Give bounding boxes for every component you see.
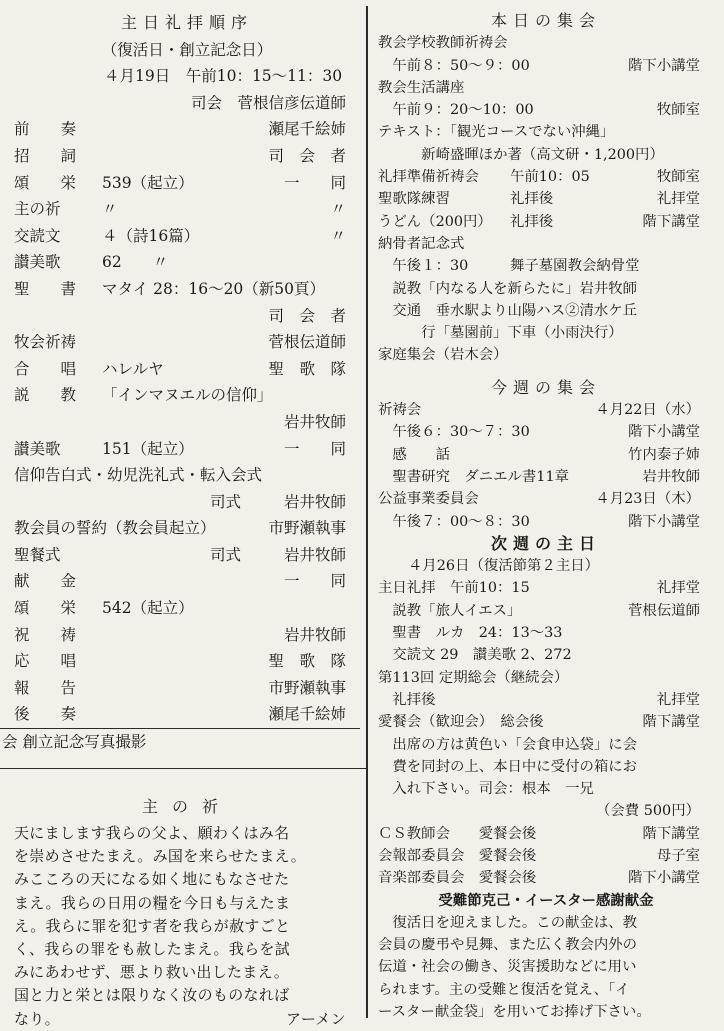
order-item bbox=[14, 382, 360, 409]
today-line-right: 牧師室 bbox=[656, 169, 700, 186]
week-line-label: 午後６：30～７：30 bbox=[378, 424, 530, 441]
next-line-label: 出席の方は黄色い「会食申込袋」に会 bbox=[378, 736, 638, 753]
next-line-label: 説教「旅人イエス」 bbox=[378, 602, 522, 619]
week-title: 今週の集会 bbox=[490, 377, 601, 397]
prayer-line bbox=[14, 868, 360, 891]
offering-title: 受難節克己・イースター感謝献金 bbox=[438, 891, 654, 909]
order-item-detail: ハレルヤ bbox=[102, 359, 164, 378]
prayer-line bbox=[14, 984, 360, 1007]
today-line-label: 午前８：50～９：00 bbox=[378, 57, 530, 74]
next-line-label: 交読文 29 讃美歌 2、272 bbox=[378, 647, 572, 664]
lords-prayer bbox=[14, 792, 360, 1031]
order-item-detail: 151（起立） bbox=[102, 439, 194, 458]
today-line bbox=[378, 233, 714, 255]
next-line-label: 主日礼拝 午前10：15 bbox=[378, 580, 530, 597]
order-item-detail: 62 〃 bbox=[102, 253, 169, 272]
today-line-label: うどん（200円） bbox=[378, 213, 492, 230]
next-line-right: （会費 500円） bbox=[596, 803, 700, 820]
offering-line: 会員の慶弔や見舞、また広く教会内外の bbox=[378, 937, 638, 954]
today-line-middle: 礼拝後 bbox=[510, 213, 554, 230]
week-line bbox=[378, 399, 714, 421]
order-item-name: 聖 書 bbox=[14, 279, 77, 298]
today-line-label: 礼拝準備祈祷会 bbox=[378, 169, 479, 186]
order-item-person: 司 会 者 bbox=[268, 306, 346, 325]
order-item-person: 一 同 bbox=[283, 439, 346, 458]
order-datetime: ４月19日 午前10：15～11：30 bbox=[104, 67, 343, 86]
offering-line: られます。主の受難と復活を覚え、「イ bbox=[378, 981, 630, 998]
order-item-name: 招 詞 bbox=[14, 146, 77, 165]
order-item-name: 讃美歌 bbox=[14, 439, 61, 458]
today-line-label: テキスト：「観光コースでない沖縄」 bbox=[378, 124, 615, 141]
today-line bbox=[378, 211, 714, 233]
order-item-name: 説 教 bbox=[14, 386, 77, 405]
today-line bbox=[378, 344, 714, 366]
order-item-person: 岩井牧師 bbox=[283, 412, 346, 431]
today-line bbox=[378, 188, 714, 210]
next-line-right: 菅根伝道師 bbox=[628, 602, 700, 619]
prayer-text: みこころの天になる如く地にもなさせた bbox=[14, 870, 290, 889]
week-line-label: 午後７：00～８：30 bbox=[378, 513, 530, 530]
next-line-right: 母子室 bbox=[656, 847, 700, 864]
today-line-right: 階下講堂 bbox=[642, 213, 700, 230]
order-item bbox=[14, 542, 360, 569]
offering-line: ースター献金袋」を用いてお捧げ下さい。 bbox=[378, 1004, 651, 1021]
prayer-title: 主の祈 bbox=[141, 797, 232, 816]
order-item bbox=[14, 675, 360, 702]
order-item bbox=[14, 489, 360, 516]
next-line bbox=[378, 667, 714, 689]
today-line-label: 行「墓園前」下車（小雨決行） bbox=[378, 325, 623, 342]
prayer-line bbox=[14, 1008, 360, 1031]
order-item-name: 牧会祈祷 bbox=[14, 333, 77, 352]
next-line-right: 礼拝堂 bbox=[656, 580, 700, 597]
prayer-text: く、我らの罪をも赦したまえ。我らを試 bbox=[14, 939, 291, 958]
order-item bbox=[14, 595, 360, 622]
next-date: ４月26日（復活節第２主日） bbox=[408, 558, 599, 575]
order-item-detail: 542（起立） bbox=[102, 599, 194, 618]
order-item-name: 合 唱 bbox=[14, 359, 77, 378]
today-line bbox=[378, 278, 714, 300]
order-item-person: 聖 歌 隊 bbox=[268, 652, 346, 671]
today-line-right: 礼拝堂 bbox=[656, 191, 700, 208]
prayer-text: 国と力と栄とは限りなく汝のものなれば bbox=[14, 986, 290, 1005]
order-item-person: 市野瀬執事 bbox=[268, 519, 346, 538]
section-divider bbox=[0, 768, 366, 769]
next-line-right: 階下講堂 bbox=[642, 825, 700, 842]
today-line-middle: 午前10：05 bbox=[510, 169, 590, 186]
today-line-right: 階下小講堂 bbox=[628, 57, 700, 74]
order-item bbox=[14, 116, 360, 143]
week-line-label: 感 話 bbox=[378, 446, 450, 463]
order-item-person: 〃 bbox=[330, 226, 346, 245]
today-line bbox=[378, 255, 714, 277]
next-line-label: 第113回 定期総会（継続会） bbox=[378, 669, 569, 686]
prayer-line bbox=[14, 938, 360, 961]
prayer-line bbox=[14, 961, 360, 984]
today-line bbox=[378, 322, 714, 344]
next-line-right: 礼拝堂 bbox=[656, 691, 700, 708]
order-item-person: 市野瀬執事 bbox=[268, 678, 346, 697]
today-line-label: 教会学校教師祈祷会 bbox=[378, 35, 508, 52]
order-item-person: 岩井牧師 bbox=[283, 492, 346, 511]
prayer-text: なり。 bbox=[14, 1009, 60, 1028]
prayer-line bbox=[14, 822, 360, 845]
worship-order bbox=[2, 10, 360, 756]
week-line-right: ４月23日（木） bbox=[595, 491, 700, 508]
order-item-detail: 539（起立） bbox=[102, 173, 194, 192]
week-line-right: 竹内泰子姉 bbox=[628, 446, 700, 463]
today-line bbox=[378, 144, 714, 166]
order-item-detail: 〃 bbox=[102, 200, 118, 219]
order-item-person: 一 同 bbox=[283, 173, 346, 192]
next-line bbox=[378, 800, 714, 822]
next-line bbox=[378, 577, 714, 599]
prayer-line bbox=[14, 845, 360, 868]
today-line bbox=[378, 166, 714, 188]
column-divider bbox=[366, 6, 368, 1018]
week-line bbox=[378, 488, 714, 510]
order-item-detail: ４（詩16篇） bbox=[102, 226, 200, 245]
order-item bbox=[14, 249, 360, 276]
order-item bbox=[14, 648, 360, 675]
order-item-name: 頌 栄 bbox=[14, 173, 77, 192]
offering-line: 復活日を迎えました。この献金は、教 bbox=[378, 914, 638, 931]
next-line bbox=[378, 622, 714, 644]
order-item-name: 報 告 bbox=[14, 678, 77, 697]
order-item-name: 後 奏 bbox=[14, 705, 77, 724]
next-line bbox=[378, 644, 714, 666]
prayer-text: え。我らに罪を犯す者を我らが赦すごと bbox=[14, 916, 291, 935]
today-line bbox=[378, 32, 714, 54]
order-item-name: 交読文 bbox=[14, 226, 61, 245]
next-line bbox=[378, 867, 714, 889]
photo-note: 会 創立記念写真撮影 bbox=[0, 728, 360, 756]
order-subtitle: （復活日・創立記念日） bbox=[101, 40, 273, 59]
order-items bbox=[14, 116, 360, 728]
today-line-label: 家庭集会（岩木会） bbox=[378, 347, 508, 364]
week-line-right: 岩井牧師 bbox=[642, 468, 700, 485]
order-item-name: 教会員の誓約（教会員起立） bbox=[14, 519, 216, 538]
order-item bbox=[14, 356, 360, 383]
today-line-label: 交通 垂水駅より山陽ハス②清水ケ丘 bbox=[378, 302, 638, 319]
order-presider: 司会 菅根信彦伝道師 bbox=[190, 93, 346, 112]
offering-line: 伝道・社会の働き、災害援助などに用い bbox=[378, 959, 637, 976]
today-line-label: 午後１：30 bbox=[378, 258, 469, 275]
next-line bbox=[378, 756, 714, 778]
prayer-text: まえ。我らの日用の糧を今日も与えたま bbox=[14, 893, 291, 912]
week-line bbox=[378, 466, 714, 488]
order-item-person: 聖 歌 隊 bbox=[268, 359, 346, 378]
order-item-name: 献 金 bbox=[14, 572, 77, 591]
prayer-line bbox=[14, 915, 360, 938]
week-line-label: 聖書研究 ダニエル書11章 bbox=[378, 468, 569, 485]
week-line-right: 階下小講堂 bbox=[628, 424, 700, 441]
week-line bbox=[378, 511, 714, 533]
order-title: 主日礼拝順序 bbox=[120, 13, 253, 32]
order-item-person: 岩井牧師 bbox=[283, 545, 346, 564]
today-line bbox=[378, 77, 714, 99]
prayer-text: みにあわせず、悪より救い出したまえ。 bbox=[14, 963, 290, 982]
announcements bbox=[378, 10, 714, 1023]
today-line-label: 納骨者記念式 bbox=[378, 235, 465, 252]
order-item bbox=[14, 462, 360, 489]
order-item bbox=[14, 515, 360, 542]
week-line-label: 祈祷会 bbox=[378, 402, 422, 419]
today-line-label: 教会生活講座 bbox=[378, 79, 465, 96]
next-line bbox=[378, 845, 714, 867]
next-line bbox=[378, 778, 714, 800]
order-item-person: 司 会 者 bbox=[268, 146, 346, 165]
today-line bbox=[378, 121, 714, 143]
week-line-label: 公益事業委員会 bbox=[378, 491, 479, 508]
prayer-line bbox=[14, 892, 360, 915]
order-item bbox=[14, 303, 360, 330]
prayer-text: 天にまします我らの父よ、願わくはみ名 bbox=[14, 824, 290, 842]
order-item-name: 頌 栄 bbox=[14, 599, 77, 618]
today-line-label: 聖歌隊練習 bbox=[378, 191, 450, 208]
next-line bbox=[378, 734, 714, 756]
next-line bbox=[378, 711, 714, 733]
order-item-name: 聖餐式 bbox=[14, 545, 61, 564]
order-item-detail: 司式 bbox=[210, 545, 242, 564]
order-item bbox=[14, 143, 360, 170]
order-item-name: 讃美歌 bbox=[14, 253, 61, 272]
today-line bbox=[378, 300, 714, 322]
order-item bbox=[14, 409, 360, 436]
order-item bbox=[14, 170, 360, 197]
next-line-label: 会報部委員会 愛餐会後 bbox=[378, 847, 537, 864]
today-line-label: 新崎盛暉ほか著（高文研・1,200円） bbox=[378, 146, 664, 163]
order-item-person: 菅根伝道師 bbox=[268, 333, 346, 352]
next-line bbox=[378, 600, 714, 622]
order-item-name: 前 奏 bbox=[14, 120, 77, 139]
today-title: 本日の集会 bbox=[490, 11, 601, 30]
prayer-amen: アーメン bbox=[285, 1009, 346, 1028]
next-line-right: 階下講堂 bbox=[642, 714, 700, 731]
order-item bbox=[14, 568, 360, 595]
today-line bbox=[378, 55, 714, 77]
today-line-middle: 舞子墓園教会納骨堂 bbox=[510, 258, 640, 275]
order-item bbox=[14, 329, 360, 356]
order-item bbox=[14, 701, 360, 728]
order-item-detail: マタイ 28：16～20（新50頁） bbox=[102, 279, 326, 298]
order-item bbox=[14, 436, 360, 463]
next-line-label: 礼拝後 bbox=[378, 691, 436, 708]
today-line-right: 牧師室 bbox=[656, 102, 700, 119]
today-line-label: 午前９：20～10：00 bbox=[378, 102, 534, 119]
week-line bbox=[378, 444, 714, 466]
order-item-person: 〃 bbox=[330, 200, 346, 219]
today-line bbox=[378, 99, 714, 121]
next-line bbox=[378, 689, 714, 711]
order-item bbox=[14, 223, 360, 250]
order-item-person: 岩井牧師 bbox=[283, 625, 346, 644]
next-line-label: 費を同封の上、本日中に受付の箱にお bbox=[378, 758, 638, 775]
next-line-label: 聖書 ルカ 24：13～33 bbox=[378, 625, 563, 642]
order-item-name: 祝 祷 bbox=[14, 625, 77, 644]
week-line-right: ４月22日（水） bbox=[595, 402, 700, 419]
today-line-middle: 礼拝後 bbox=[510, 191, 554, 208]
next-line-right: 階下小講堂 bbox=[628, 870, 700, 887]
week-line bbox=[378, 421, 714, 443]
next-line-label: ＣＳ教師会 愛餐会後 bbox=[378, 825, 537, 842]
prayer-text: を崇めさせたまえ。み国を来らせたまえ。 bbox=[14, 847, 307, 866]
order-item-name: 信仰告白式・幼児洗礼式・転入会式 bbox=[14, 466, 263, 485]
next-line-label: 入れ下さい。司会：根本 一兄 bbox=[378, 781, 594, 798]
next-line-label: 音楽部委員会 愛餐会後 bbox=[378, 870, 537, 887]
order-item bbox=[14, 622, 360, 649]
today-line-label: 説教「内なる人を新らたに」岩井牧師 bbox=[378, 280, 638, 297]
order-item bbox=[14, 276, 360, 303]
next-title: 次週の主日 bbox=[490, 533, 601, 553]
order-item-detail: 司式 bbox=[210, 492, 242, 511]
next-line bbox=[378, 823, 714, 845]
order-item-detail: 「インマヌエルの信仰」 bbox=[102, 386, 273, 405]
order-item bbox=[14, 196, 360, 223]
order-item-person: 瀬尾千絵姉 bbox=[268, 705, 346, 724]
order-item-name: 応 唱 bbox=[14, 652, 77, 671]
order-item-name: 主の祈 bbox=[14, 200, 61, 219]
order-item-person: 瀬尾千絵姉 bbox=[268, 120, 346, 139]
next-line-label: 愛餐会（歓迎会） 総会後 bbox=[378, 714, 544, 731]
week-line-right: 階下小講堂 bbox=[628, 513, 700, 530]
order-item-person: 一 同 bbox=[283, 572, 346, 591]
